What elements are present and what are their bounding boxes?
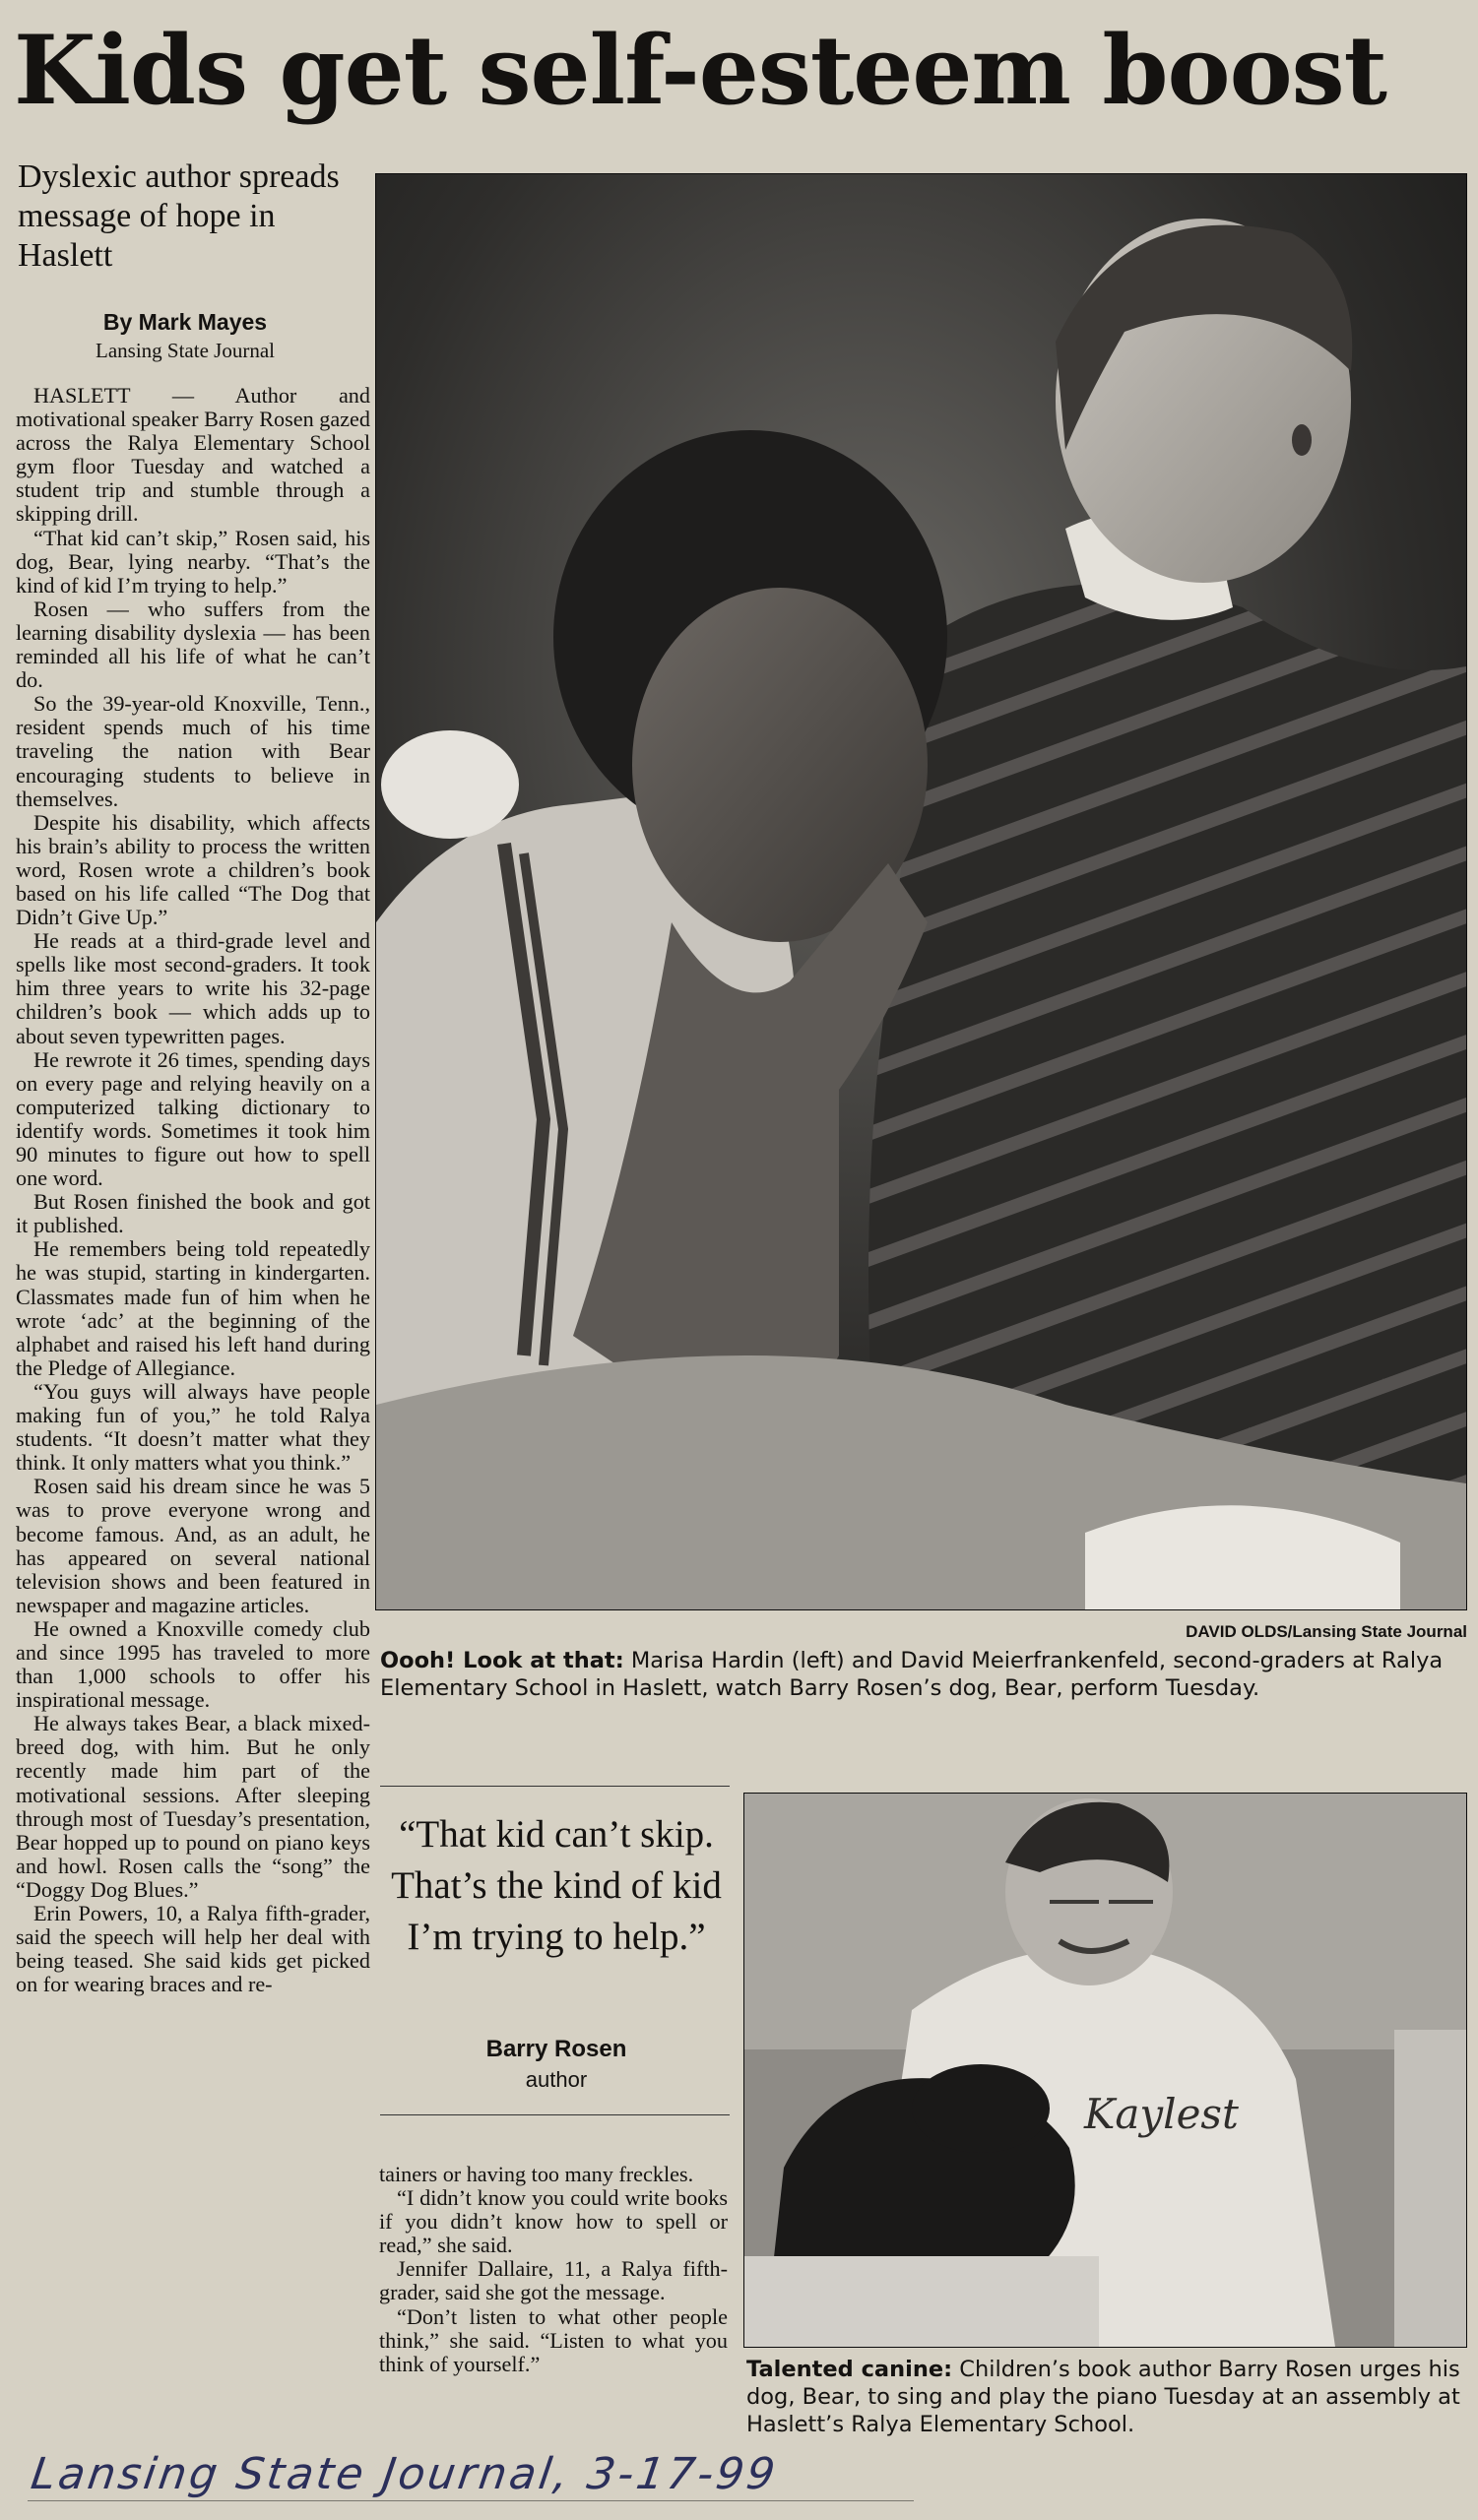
paragraph: He always takes Bear, a black mixed-breed dog, with him. But he only recently made him part of the motivational sessions. After sleeping through most of Tuesday’s presentation, Bear hopped up to pound on piano keys and howl. Rosen calls the “song” the “Doggy Dog Blues.” (16, 1711, 370, 1902)
photo-caption-1 (380, 1647, 1468, 1702)
deck-subhead: Dyslexic author spreads message of hope in Haslett (18, 158, 340, 274)
paragraph: He remembers being told repeatedly he was stupid, starting in kindergarten. Classmates made fun of him when he wrote ‘adc’ at the beginning of the alphabet and raised his left hand during the Pledge of Allegiance. (16, 1236, 370, 1380)
pullquote-rule-top (380, 1786, 730, 1787)
paragraph: tainers or having too many freckles. (379, 2162, 694, 2186)
secondary-photo-image (744, 1794, 1466, 2347)
paragraph: Erin Powers, 10, a Ralya fifth-grader, said the speech will help her deal with being teased. She said kids get picked on for wearing braces and re- (16, 1901, 370, 1997)
secondary-photo (743, 1793, 1467, 2348)
paragraph: He owned a Knoxville comedy club and since 1995 has traveled to more than 1,000 schools to offer his inspirational message. (16, 1615, 370, 1713)
photo-caption-2 (746, 2356, 1471, 2438)
pullquote-attribution: Barry Rosen (485, 2036, 627, 2062)
paragraph: “Don’t listen to what other people think,” she said. “Listen to what you think of yourself.” (379, 2303, 728, 2376)
paragraph: But Rosen finished the book and got it published. (16, 1189, 370, 1238)
main-photo-image (376, 174, 1466, 1609)
paragraph: “That kid can’t skip,” Rosen said, his dog, Bear, lying nearby. “That’s the kind of kid I’m trying to help.” (16, 525, 370, 598)
photo-credit: DAVID OLDS/Lansing State Journal (1186, 1622, 1467, 1641)
paragraph: Jennifer Dallaire, 11, a Ralya fifth-grader, said she got the message. (379, 2256, 728, 2305)
caption-text: Marisa Hardin (left) and David Meierfrankenfeld, second-graders at Ralya Elementary School in Haslett, watch Barry Rosen’s dog, Bear, perform Tuesday. (380, 1648, 1444, 1701)
paragraph: Rosen said his dream since he was 5 was to prove everyone wrong and become famous. And, as an adult, he has appeared on several national television shows and been featured in newspaper and magazine articles. (16, 1474, 370, 1617)
paragraph: He rewrote it 26 times, spending days on every page and relying heavily on a computerized talking dictionary to identify words. Sometimes it took him 90 minutes to figure out how to spell one word. (16, 1046, 370, 1191)
paragraph: “I didn’t know you could write books if you didn’t know how to spell or read,” she said. (379, 2185, 728, 2258)
caption-lead: Oooh! Look at that: (380, 1648, 624, 1673)
main-photo (375, 173, 1467, 1610)
byline-affiliation: Lansing State Journal (96, 339, 275, 362)
annotation-underline (28, 2500, 914, 2501)
paragraph: “You guys will always have people making fun of you,” he told Ralya students. “It doesn’t matter what they think. It only matters what you think.” (16, 1378, 370, 1476)
paragraph: Despite his disability, which affects his brain’s ability to process the written word, Rosen wrote a children’s book based on his life called “The Dog that Didn’t Give Up.” (16, 809, 370, 930)
paragraph: He reads at a third-grade level and spells like most second-graders. It took him three years to write his 32-page children’s book — which adds up to about seven typewritten pages. (16, 928, 370, 1048)
pullquote-rule-bottom (380, 2114, 730, 2115)
headline: Kids get self-esteem boost (14, 15, 1386, 126)
paragraph: Rosen — who suffers from the learning disability dyslexia — has been reminded all his life of what he can’t do. (16, 596, 370, 693)
paragraph: So the 39-year-old Knoxville, Tenn., resident spends much of his time traveling the nation with Bear encouraging students to believe in themselves. (16, 691, 370, 811)
handwritten-annotation: Lansing State Journal, 3-17-99 (28, 2449, 782, 2499)
byline: By Mark Mayes (102, 309, 268, 335)
caption-lead: Talented canine: (746, 2357, 953, 2382)
article-column-1 (16, 384, 370, 1996)
pullquote-text: “That kid can’t skip. That’s the kind of kid I’m trying to help.” (391, 1813, 722, 1958)
article-column-2 (379, 2163, 728, 2376)
paragraph: HASLETT — Author and motivational speaker Barry Rosen gazed across the Ralya Elementary School gym floor Tuesday and watched a student trip and stumble through a skipping drill. (16, 383, 370, 527)
shirt-print-text: Kaylest (1084, 2090, 1239, 2138)
caption-text: Children’s book author Barry Rosen urges his dog, Bear, to sing and play the piano Tuesday at an assembly at Haslett’s Ralya Elementary School. (746, 2357, 1460, 2437)
pullquote-title: author (525, 2067, 588, 2092)
